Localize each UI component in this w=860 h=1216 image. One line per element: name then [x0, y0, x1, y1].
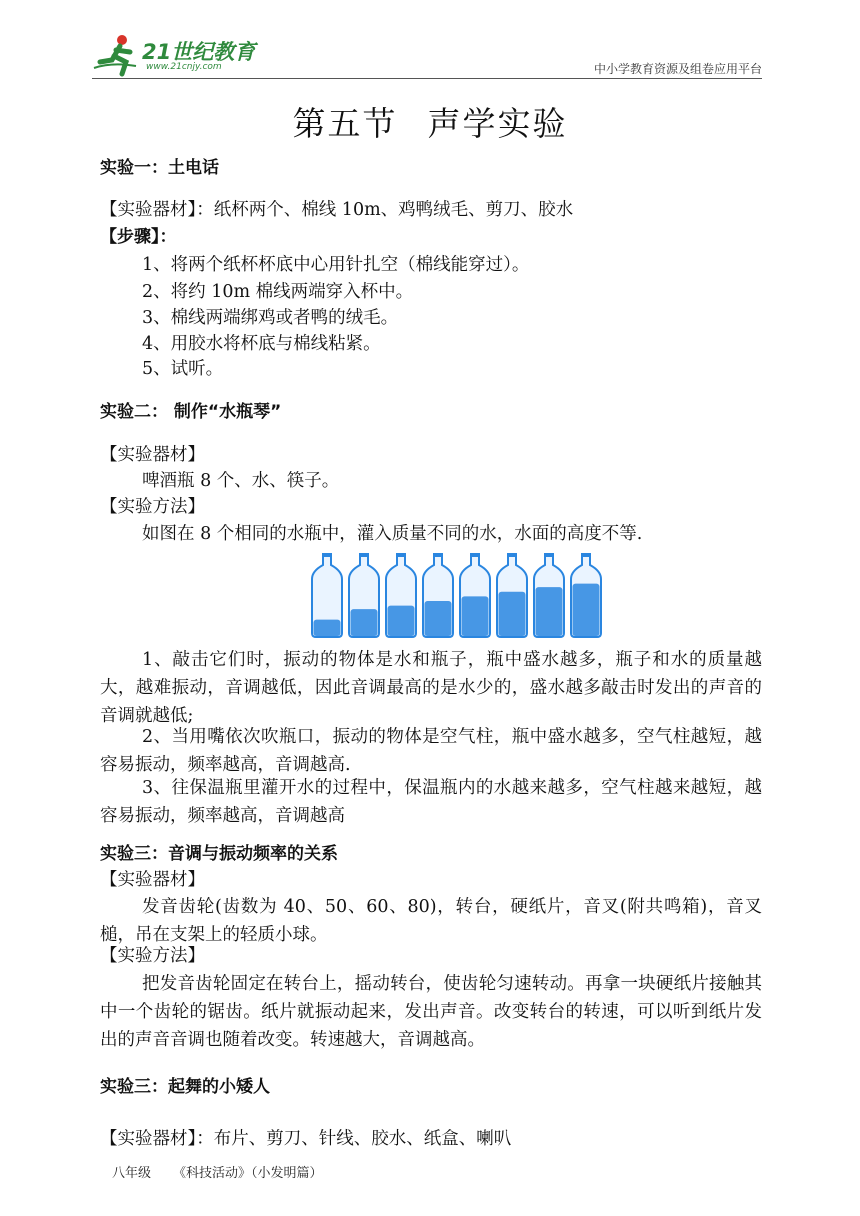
exp2-paragraph: 3、往保温瓶里灌开水的过程中，保温瓶内的水越来越多，空气柱越来越短，越容易振动，频率越高，音调越高: [100, 778, 762, 826]
bottle-icon: [312, 553, 342, 637]
page-header: [92, 32, 762, 82]
bottle-icon: [460, 553, 490, 637]
water-level: [351, 609, 378, 636]
exp3-materials: 发音齿轮(齿数为 40、50、60、80)，转台，硬纸片，音叉(附共鸣箱)，音叉槌，吊在支架上的轻质小球。: [100, 897, 762, 945]
exp1-step: 2、将约 10m 棉线两端穿入杯中。: [142, 282, 414, 302]
page-footer: [112, 1162, 323, 1181]
footer-book: 《科技活动》（小发明篇）: [173, 1166, 323, 1181]
bottle-icon: [386, 553, 416, 637]
water-level: [573, 584, 600, 636]
water-level: [499, 592, 526, 636]
header-divider: [92, 78, 762, 79]
exp4-heading: 实验三：起舞的小矮人: [100, 1077, 270, 1097]
water-level: [314, 620, 341, 636]
page-title: [0, 98, 860, 145]
logo-text: 21世纪教育: [142, 40, 256, 64]
platform-name: 中小学教育资源及组卷应用平台: [593, 62, 762, 76]
exp4-materials: 【实验器材】：布片、剪刀、针线、胶水、纸盒、喇叭: [100, 1129, 512, 1149]
exp2-paragraph: 2、当用嘴依次吹瓶口，振动的物体是空气柱，瓶中盛水越多，空气柱越短，越容易振动，频率越高，音调越高.: [100, 727, 762, 775]
water-bottles-figure: [308, 551, 604, 641]
logo-url: www.21cnjy.com: [146, 62, 222, 72]
bottle-icon: [497, 553, 527, 637]
title-section: 第五节: [292, 104, 398, 143]
exp2-method: 如图在 8 个相同的水瓶中，灌入质量不同的水，水面的高度不等.: [142, 524, 643, 544]
exp2-materials-label: 【实验器材】: [100, 445, 205, 465]
exp2-method-label: 【实验方法】: [100, 497, 205, 517]
exp2-heading: 实验二： 制作“水瓶琴”: [100, 402, 282, 422]
exp1-steps-label: 【步骤】：: [100, 227, 177, 247]
water-level: [388, 606, 415, 636]
bottle-icon: [349, 553, 379, 637]
exp3-materials-label: 【实验器材】: [100, 870, 205, 890]
exp3-heading: 实验三：音调与振动频率的关系: [100, 844, 338, 864]
exp2-paragraph: 1、敲击它们时，振动的物体是水和瓶子，瓶中盛水越多，瓶子和水的质量越大，越难振动，音调越低，因此音调最高的是水少的，盛水越多敲击时发出的声音的音调就越低;: [100, 650, 762, 726]
exp1-heading: 实验一：土电话: [100, 158, 219, 178]
exp1-step: 4、用胶水将杯底与棉线粘紧。: [142, 334, 381, 354]
bottle-icon: [534, 553, 564, 637]
bottle-icon: [423, 553, 453, 637]
exp2-materials: 啤酒瓶 8 个、水、筷子。: [142, 471, 340, 491]
exp1-materials: 【实验器材】：纸杯两个、棉线 10m、鸡鸭绒毛、剪刀、胶水: [100, 200, 574, 220]
water-level: [462, 596, 489, 636]
water-level: [425, 601, 452, 636]
exp1-step: 3、棉线两端绑鸡或者鸭的绒毛。: [142, 308, 399, 328]
water-level: [536, 587, 563, 636]
exp3-method-label: 【实验方法】: [100, 946, 205, 966]
exp1-step: 1、将两个纸杯杯底中心用针扎空（棉线能穿过）。: [142, 255, 530, 275]
exp1-step: 5、试听。: [142, 359, 224, 379]
title-topic: 声学实验: [427, 104, 568, 143]
footer-grade: 八年级: [112, 1166, 152, 1181]
bottle-icon: [571, 553, 601, 637]
exp3-method: 把发音齿轮固定在转台上，摇动转台，使齿轮匀速转动。再拿一块硬纸片接触其中一个齿轮的锯齿。纸片就振动起来，发出声音。改变转台的转速，可以听到纸片发出的声音音调也随着改变。转速越大，音调越高。: [100, 974, 762, 1050]
